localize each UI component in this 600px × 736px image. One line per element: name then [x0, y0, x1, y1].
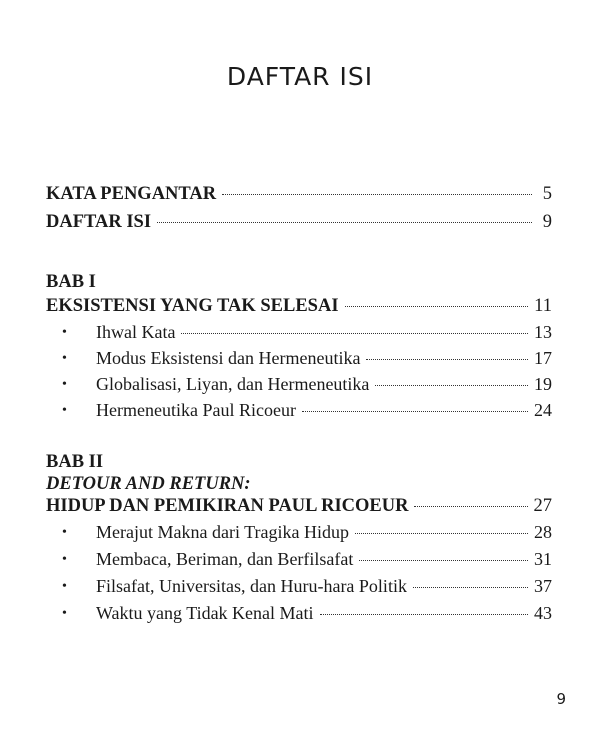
toc-entry-page: 17 — [534, 348, 552, 368]
toc-entry-label: HIDUP DAN PEMIKIRAN PAUL RICOEUR — [46, 496, 409, 516]
leader-dots — [355, 533, 528, 534]
bullet-icon: • — [62, 377, 67, 392]
toc-entry-label: Membaca, Beriman, dan Berfilsafat — [96, 549, 354, 569]
bullet-icon: • — [62, 351, 67, 366]
toc-entry-kata-pengantar — [46, 184, 552, 205]
toc-entry-page: 31 — [534, 549, 552, 569]
toc-entry-label: Filsafat, Universitas, dan Huru-hara Politik — [96, 576, 407, 596]
bullet-icon: • — [62, 403, 67, 418]
chapter-subtitle-bab-2: DETOUR AND RETURN: — [46, 474, 251, 494]
toc-entry-page: 43 — [534, 603, 552, 623]
chapter-title-bab-2 — [46, 496, 552, 517]
bullet-icon: • — [62, 325, 67, 340]
toc-subentry — [62, 576, 552, 597]
toc-entry-label: Ihwal Kata — [96, 322, 176, 342]
toc-entry-daftar-isi — [46, 212, 552, 233]
leader-dots — [375, 385, 528, 386]
toc-subentry — [62, 400, 552, 421]
toc-entry-page: 5 — [542, 184, 552, 204]
leader-dots — [414, 506, 527, 507]
toc-subentry — [62, 522, 552, 543]
toc-entry-label: Hermeneutika Paul Ricoeur — [96, 400, 296, 420]
toc-subentry — [62, 603, 552, 624]
leader-dots — [181, 333, 528, 334]
toc-entry-page: 24 — [534, 400, 552, 420]
leader-dots — [157, 222, 532, 223]
toc-entry-label: DAFTAR ISI — [46, 212, 152, 232]
toc-entry-page: 37 — [534, 576, 552, 596]
toc-subentry — [62, 549, 552, 570]
leader-dots — [222, 194, 532, 195]
toc-entry-page: 19 — [534, 374, 552, 394]
bullet-icon: • — [62, 552, 67, 567]
toc-entry-label: Merajut Makna dari Tragika Hidup — [96, 522, 349, 542]
bullet-icon: • — [62, 525, 67, 540]
toc-entry-page: 9 — [542, 212, 552, 232]
toc-entry-label: Waktu yang Tidak Kenal Mati — [96, 603, 314, 623]
chapter-heading-bab-2: BAB II — [46, 452, 104, 472]
bullet-icon: • — [62, 606, 67, 621]
toc-entry-label: EKSISTENSI YANG TAK SELESAI — [46, 296, 339, 316]
leader-dots — [302, 411, 528, 412]
leader-dots — [366, 359, 528, 360]
toc-subentry — [62, 348, 552, 369]
toc-entry-page: 11 — [534, 296, 552, 316]
toc-subentry — [62, 322, 552, 343]
toc-entry-label: Globalisasi, Liyan, dan Hermeneutika — [96, 374, 370, 394]
toc-entry-label: Modus Eksistensi dan Hermeneutika — [96, 348, 361, 368]
chapter-heading-bab-1: BAB I — [46, 272, 96, 292]
bullet-icon: • — [62, 579, 67, 594]
toc-subentry — [62, 374, 552, 395]
chapter-title-bab-1 — [46, 296, 552, 317]
page-number: 9 — [556, 690, 566, 708]
leader-dots — [359, 560, 528, 561]
leader-dots — [413, 587, 528, 588]
toc-entry-page: 28 — [534, 522, 552, 542]
leader-dots — [320, 614, 528, 615]
toc-entry-page: 27 — [533, 496, 552, 516]
leader-dots — [345, 306, 529, 307]
toc-entry-page: 13 — [534, 322, 552, 342]
page-title: DAFTAR ISI — [226, 62, 374, 91]
toc-entry-label: KATA PENGANTAR — [46, 184, 217, 204]
